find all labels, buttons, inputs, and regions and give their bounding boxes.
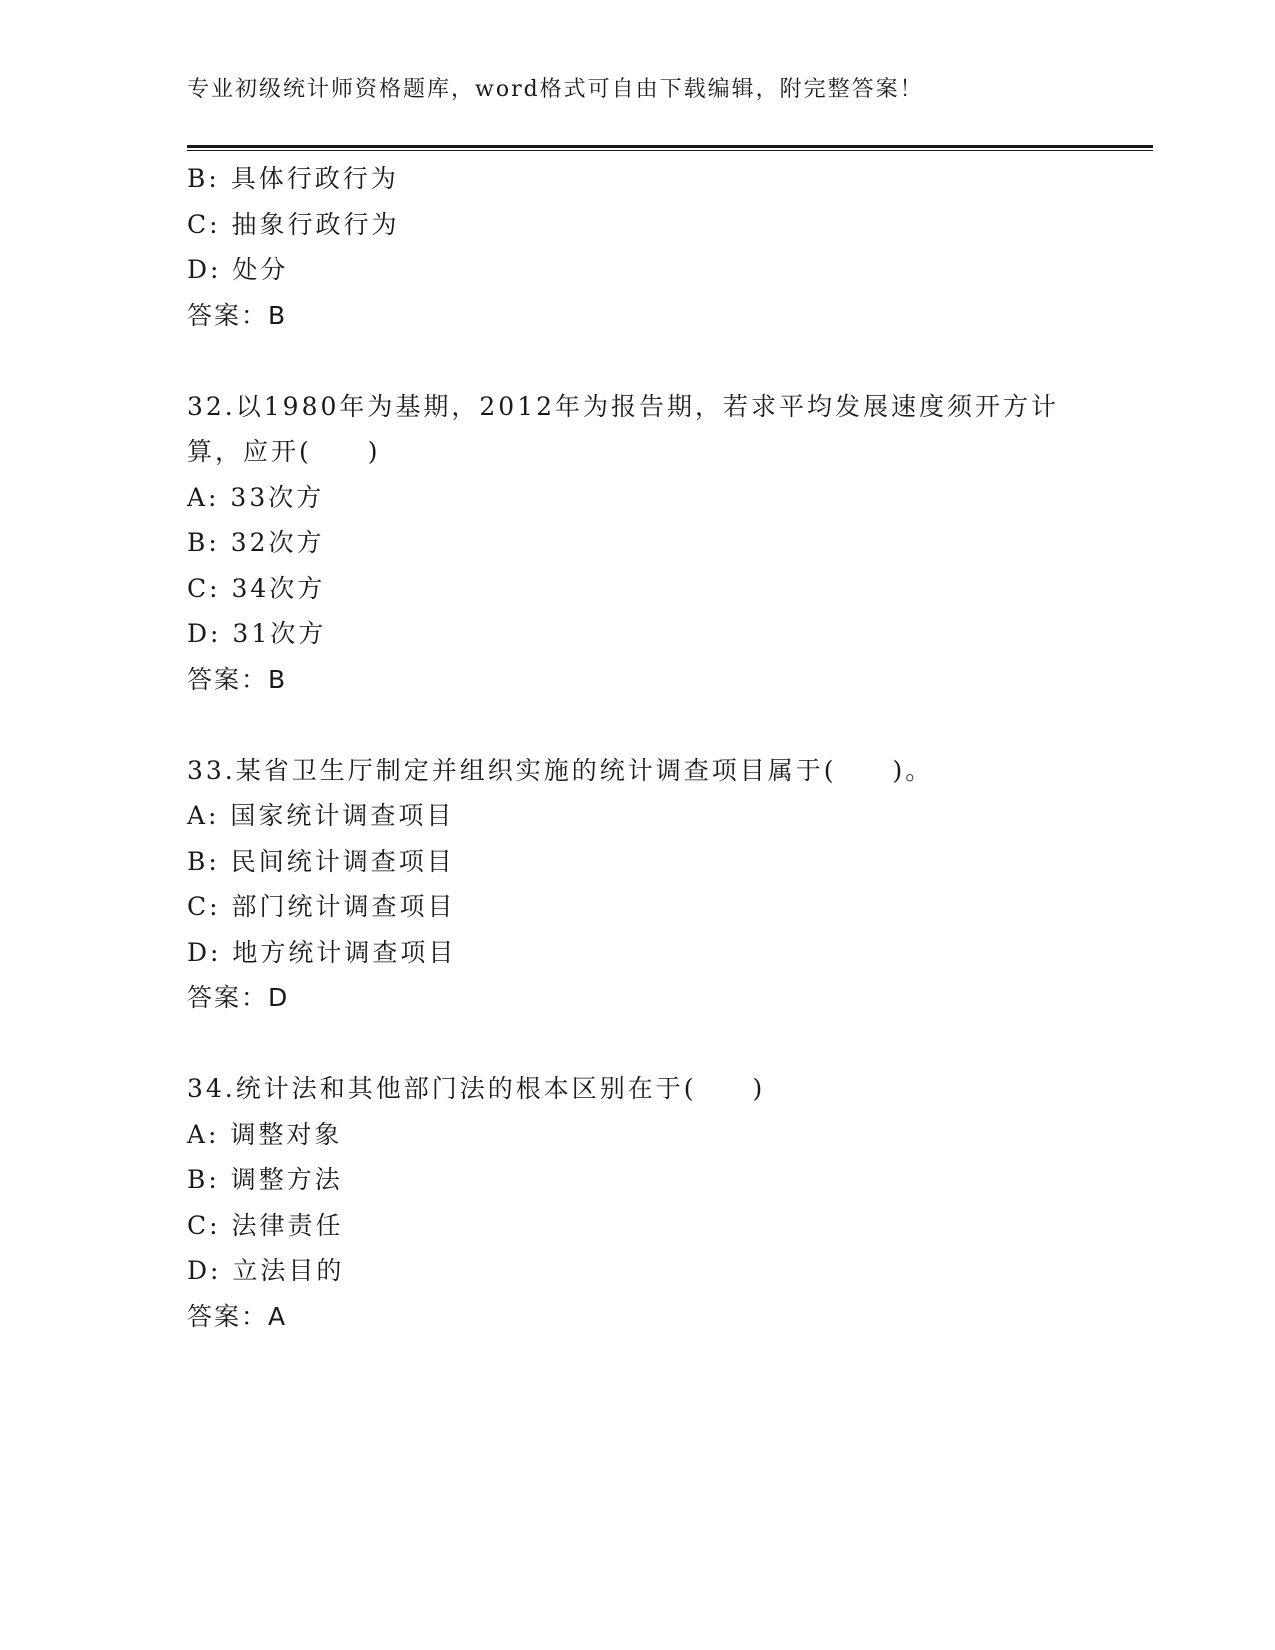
- block-spacer: [187, 1021, 1153, 1067]
- block-spacer: [187, 338, 1153, 384]
- answer-line: 答案：B: [187, 300, 288, 330]
- option-b: B: 民间统计调查项目: [187, 846, 455, 876]
- option-a: A: 调整对象: [187, 1119, 343, 1149]
- block-spacer: [187, 702, 1153, 748]
- question-block: [187, 748, 1153, 1021]
- header-rule-thin: [187, 150, 1153, 151]
- option-b: B: 32次方: [187, 528, 325, 557]
- question-block: [187, 156, 1153, 338]
- option-c: C: 34次方: [187, 573, 326, 603]
- answer-line: 答案：D: [187, 983, 290, 1012]
- option-c: C: 法律责任: [187, 1210, 344, 1240]
- option-c: C: 部门统计调查项目: [187, 892, 456, 921]
- question-text: 34.统计法和其他部门法的根本区别在于( ): [187, 1074, 766, 1103]
- question-text-continued: 算，应开( ): [187, 437, 381, 466]
- page-header: 专业初级统计师资格题库，word格式可自由下载编辑，附完整答案！: [187, 77, 924, 102]
- option-b: B: 调整方法: [187, 1165, 343, 1194]
- option-d: D: 处分: [187, 255, 289, 284]
- answer-line: 答案：A: [187, 1301, 288, 1331]
- question-list: [187, 156, 1153, 1339]
- option-c: C: 抽象行政行为: [187, 209, 400, 239]
- option-d: D: 31次方: [187, 619, 327, 648]
- option-d: D: 立法目的: [187, 1256, 345, 1285]
- option-b: B: 具体行政行为: [187, 164, 399, 193]
- question-text: 33.某省卫生厅制定并组织实施的统计调查项目属于( )。: [187, 755, 934, 785]
- option-d: D: 地方统计调查项目: [187, 937, 457, 967]
- question-block: [187, 384, 1153, 703]
- option-a: A: 33次方: [187, 482, 325, 512]
- option-a: A: 国家统计调查项目: [187, 801, 455, 830]
- header-rule-thick: [187, 145, 1153, 148]
- question-text: 32.以1980年为基期，2012年为报告期，若求平均发展速度须开方计: [187, 391, 1060, 421]
- answer-line: 答案：B: [187, 664, 288, 694]
- question-block: [187, 1066, 1153, 1339]
